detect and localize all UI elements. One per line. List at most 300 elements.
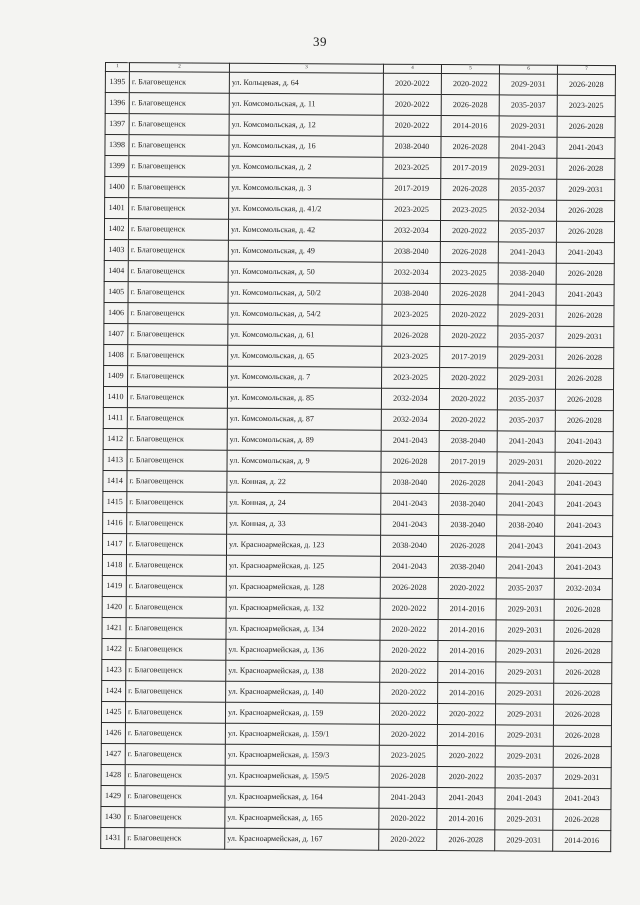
table-row bbox=[104, 281, 614, 305]
period-col7-cell: 2026-2028 bbox=[555, 389, 613, 410]
row-number: 1403 bbox=[104, 239, 128, 260]
row-number: 1431 bbox=[101, 827, 125, 848]
period-col7-cell: 2026-2028 bbox=[557, 158, 615, 179]
address-cell: ул. Красноармейская, д. 159/1 bbox=[225, 723, 379, 745]
table-row bbox=[101, 743, 611, 767]
table-row bbox=[105, 93, 615, 117]
period-col7-cell: 2029-2031 bbox=[556, 326, 614, 347]
table-row bbox=[103, 491, 613, 515]
table-row bbox=[102, 680, 612, 704]
period-col6-cell: 2038-2040 bbox=[498, 263, 556, 284]
period-col6-cell: 2029-2031 bbox=[496, 641, 554, 662]
row-number: 1411 bbox=[103, 407, 127, 428]
period-col6-cell: 2029-2031 bbox=[498, 305, 556, 326]
row-number: 1401 bbox=[105, 198, 129, 219]
period-col7-cell: 2023-2025 bbox=[557, 95, 615, 116]
city-cell: г. Благовещенск bbox=[127, 513, 227, 535]
row-number: 1424 bbox=[102, 680, 126, 701]
period-col5-cell: 2020-2022 bbox=[441, 74, 499, 95]
row-number: 1416 bbox=[103, 512, 127, 533]
row-number: 1419 bbox=[102, 575, 126, 596]
period-col4-cell: 2032-2034 bbox=[381, 409, 439, 430]
column-header-5: 5 bbox=[441, 65, 499, 74]
period-col4-cell: 2041-2043 bbox=[380, 556, 438, 577]
period-col4-cell: 2020-2022 bbox=[383, 73, 441, 94]
city-cell: г. Благовещенск bbox=[126, 660, 226, 682]
period-col6-cell: 2035-2037 bbox=[495, 767, 553, 788]
period-col6-cell: 2041-2043 bbox=[499, 137, 557, 158]
period-col4-cell: 2023-2025 bbox=[382, 304, 440, 325]
period-col4-cell: 2020-2022 bbox=[379, 724, 437, 745]
period-col4-cell: 2020-2022 bbox=[380, 640, 438, 661]
city-cell: г. Благовещенск bbox=[126, 639, 226, 661]
period-col5-cell: 2026-2028 bbox=[437, 830, 495, 851]
address-cell: ул. Комсомольская, д. 85 bbox=[227, 387, 381, 409]
row-number: 1399 bbox=[105, 156, 129, 177]
period-col7-cell: 2026-2028 bbox=[556, 263, 614, 284]
row-number: 1405 bbox=[104, 281, 128, 302]
city-cell: г. Благовещенск bbox=[128, 219, 228, 241]
period-col7-cell: 2026-2028 bbox=[553, 809, 611, 830]
period-col6-cell: 2029-2031 bbox=[498, 368, 556, 389]
period-col5-cell: 2014-2016 bbox=[438, 662, 496, 683]
row-number: 1427 bbox=[101, 743, 125, 764]
period-col4-cell: 2032-2034 bbox=[382, 262, 440, 283]
table-row bbox=[105, 135, 615, 159]
table-row bbox=[104, 219, 614, 243]
period-col4-cell: 2020-2022 bbox=[379, 703, 437, 724]
period-col7-cell: 2026-2028 bbox=[557, 116, 615, 137]
address-cell: ул. Комсомольская, д. 89 bbox=[227, 429, 381, 451]
period-col5-cell: 2020-2022 bbox=[440, 305, 498, 326]
city-cell: г. Благовещенск bbox=[129, 135, 229, 157]
period-col7-cell: 2026-2028 bbox=[554, 620, 612, 641]
period-col5-cell: 2020-2022 bbox=[437, 704, 495, 725]
period-col5-cell: 2020-2022 bbox=[439, 410, 497, 431]
address-cell: ул. Комсомольская, д. 61 bbox=[228, 324, 382, 346]
city-cell: г. Благовещенск bbox=[127, 450, 227, 472]
row-number: 1415 bbox=[103, 491, 127, 512]
page-number: 39 bbox=[313, 34, 327, 49]
row-number: 1428 bbox=[101, 764, 125, 785]
period-col4-cell: 2020-2022 bbox=[379, 829, 437, 850]
city-cell: г. Благовещенск bbox=[125, 786, 225, 808]
period-col7-cell: 2026-2028 bbox=[556, 347, 614, 368]
period-col4-cell: 2038-2040 bbox=[380, 535, 438, 556]
city-cell: г. Благовещенск bbox=[126, 576, 226, 598]
city-cell: г. Благовещенск bbox=[125, 702, 225, 724]
period-col7-cell: 2026-2028 bbox=[554, 599, 612, 620]
period-col6-cell: 2029-2031 bbox=[495, 830, 553, 851]
column-header-7: 7 bbox=[557, 65, 615, 74]
address-cell: ул. Красноармейская, д. 128 bbox=[226, 576, 380, 598]
address-cell: ул. Комсомольская, д. 65 bbox=[228, 345, 382, 367]
row-number: 1423 bbox=[102, 659, 126, 680]
period-col5-cell: 2020-2022 bbox=[438, 578, 496, 599]
address-cell: ул. Комсомольская, д. 16 bbox=[229, 135, 383, 157]
period-col6-cell: 2035-2037 bbox=[496, 578, 554, 599]
row-number: 1408 bbox=[104, 344, 128, 365]
address-cell: ул. Конная, д. 24 bbox=[227, 492, 381, 514]
city-cell: г. Благовещенск bbox=[127, 387, 227, 409]
period-col4-cell: 2038-2040 bbox=[382, 283, 440, 304]
address-cell: ул. Красноармейская, д. 134 bbox=[226, 618, 380, 640]
period-col4-cell: 2023-2025 bbox=[383, 199, 441, 220]
address-cell: ул. Комсомольская, д. 50/2 bbox=[228, 282, 382, 304]
table-row bbox=[101, 785, 611, 809]
period-col7-cell: 2041-2043 bbox=[554, 536, 612, 557]
table-row bbox=[102, 596, 612, 620]
address-cell: ул. Красноармейская, д. 123 bbox=[226, 534, 380, 556]
period-col4-cell: 2020-2022 bbox=[380, 619, 438, 640]
address-cell: ул. Красноармейская, д. 125 bbox=[226, 555, 380, 577]
period-col4-cell: 2023-2025 bbox=[382, 367, 440, 388]
period-col5-cell: 2014-2016 bbox=[438, 641, 496, 662]
table-row bbox=[103, 407, 613, 431]
period-col5-cell: 2014-2016 bbox=[438, 620, 496, 641]
period-col6-cell: 2035-2037 bbox=[499, 179, 557, 200]
row-number: 1412 bbox=[103, 428, 127, 449]
period-col7-cell: 2026-2028 bbox=[554, 662, 612, 683]
period-col7-cell: 2026-2028 bbox=[557, 200, 615, 221]
table-row bbox=[105, 72, 615, 96]
city-cell: г. Благовещенск bbox=[127, 429, 227, 451]
period-col6-cell: 2041-2043 bbox=[497, 494, 555, 515]
city-cell: г. Благовещенск bbox=[129, 156, 229, 178]
period-col4-cell: 2026-2028 bbox=[379, 766, 437, 787]
period-col5-cell: 2020-2022 bbox=[440, 368, 498, 389]
city-cell: г. Благовещенск bbox=[127, 492, 227, 514]
period-col6-cell: 2041-2043 bbox=[498, 284, 556, 305]
period-col7-cell: 2026-2028 bbox=[556, 305, 614, 326]
row-number: 1430 bbox=[101, 806, 125, 827]
city-cell: г. Благовещенск bbox=[128, 324, 228, 346]
city-cell: г. Благовещенск bbox=[128, 366, 228, 388]
period-col5-cell: 2020-2022 bbox=[439, 389, 497, 410]
period-col6-cell: 2029-2031 bbox=[496, 683, 554, 704]
period-col7-cell: 2026-2028 bbox=[557, 74, 615, 95]
period-col6-cell: 2041-2043 bbox=[496, 536, 554, 557]
period-col6-cell: 2029-2031 bbox=[496, 620, 554, 641]
period-col5-cell: 2023-2025 bbox=[441, 200, 499, 221]
city-cell: г. Благовещенск bbox=[126, 555, 226, 577]
city-cell: г. Благовещенск bbox=[125, 828, 225, 850]
table-row bbox=[103, 428, 613, 452]
period-col7-cell: 2026-2028 bbox=[553, 746, 611, 767]
city-cell: г. Благовещенск bbox=[127, 408, 227, 430]
address-cell: ул. Конная, д. 22 bbox=[227, 471, 381, 493]
period-col5-cell: 2014-2016 bbox=[438, 683, 496, 704]
period-col4-cell: 2026-2028 bbox=[381, 451, 439, 472]
table-row bbox=[102, 575, 612, 599]
period-col5-cell: 2026-2028 bbox=[438, 536, 496, 557]
period-col7-cell: 2029-2031 bbox=[557, 179, 615, 200]
period-col7-cell: 2026-2028 bbox=[555, 410, 613, 431]
period-col7-cell: 2041-2043 bbox=[557, 137, 615, 158]
city-cell: г. Благовещенск bbox=[127, 471, 227, 493]
period-col4-cell: 2041-2043 bbox=[381, 430, 439, 451]
city-cell: г. Благовещенск bbox=[129, 93, 229, 115]
period-col5-cell: 2014-2016 bbox=[441, 116, 499, 137]
column-header-6: 6 bbox=[499, 65, 557, 74]
period-col5-cell: 2038-2040 bbox=[439, 494, 497, 515]
period-col4-cell: 2020-2022 bbox=[380, 598, 438, 619]
address-cell: ул. Комсомольская, д. 54/2 bbox=[228, 303, 382, 325]
row-number: 1398 bbox=[105, 135, 129, 156]
period-col5-cell: 2020-2022 bbox=[440, 326, 498, 347]
table-row bbox=[101, 806, 611, 830]
table-row bbox=[102, 554, 612, 578]
row-number: 1426 bbox=[101, 722, 125, 743]
period-col7-cell: 2026-2028 bbox=[554, 683, 612, 704]
row-number: 1395 bbox=[105, 72, 129, 93]
table-row bbox=[105, 156, 615, 180]
period-col5-cell: 2020-2022 bbox=[440, 221, 498, 242]
city-cell: г. Благовещенск bbox=[128, 345, 228, 367]
period-col6-cell: 2029-2031 bbox=[495, 809, 553, 830]
period-col6-cell: 2029-2031 bbox=[497, 452, 555, 473]
table-row bbox=[102, 659, 612, 683]
period-col7-cell: 2026-2028 bbox=[553, 704, 611, 725]
period-col6-cell: 2035-2037 bbox=[499, 95, 557, 116]
period-col6-cell: 2029-2031 bbox=[495, 725, 553, 746]
city-cell: г. Благовещенск bbox=[128, 303, 228, 325]
column-header-4: 4 bbox=[383, 64, 441, 73]
period-col4-cell: 2020-2022 bbox=[383, 115, 441, 136]
period-col7-cell: 2041-2043 bbox=[553, 788, 611, 809]
period-col6-cell: 2041-2043 bbox=[497, 473, 555, 494]
period-col5-cell: 2023-2025 bbox=[440, 263, 498, 284]
address-cell: ул. Комсомольская, д. 2 bbox=[229, 156, 383, 178]
table-row bbox=[101, 764, 611, 788]
period-col5-cell: 2014-2016 bbox=[437, 809, 495, 830]
period-col6-cell: 2041-2043 bbox=[497, 431, 555, 452]
period-col5-cell: 2038-2040 bbox=[439, 515, 497, 536]
period-col4-cell: 2038-2040 bbox=[383, 136, 441, 157]
address-cell: ул. Красноармейская, д. 167 bbox=[225, 828, 379, 850]
city-cell: г. Благовещенск bbox=[125, 765, 225, 787]
period-col5-cell: 2020-2022 bbox=[437, 767, 495, 788]
period-col6-cell: 2029-2031 bbox=[499, 116, 557, 137]
period-col4-cell: 2020-2022 bbox=[383, 94, 441, 115]
row-number: 1418 bbox=[102, 554, 126, 575]
period-col4-cell: 2017-2019 bbox=[383, 178, 441, 199]
period-col5-cell: 2026-2028 bbox=[441, 179, 499, 200]
address-cell: ул. Кольцевая, д. 64 bbox=[229, 72, 383, 94]
period-col5-cell: 2026-2028 bbox=[441, 137, 499, 158]
row-number: 1417 bbox=[102, 533, 126, 554]
registry-table bbox=[100, 62, 616, 852]
row-number: 1410 bbox=[103, 386, 127, 407]
table-row bbox=[104, 365, 614, 389]
address-cell: ул. Комсомольская, д. 87 bbox=[227, 408, 381, 430]
period-col4-cell: 2023-2025 bbox=[383, 157, 441, 178]
period-col5-cell: 2041-2043 bbox=[437, 788, 495, 809]
period-col7-cell: 2041-2043 bbox=[555, 515, 613, 536]
table-row bbox=[103, 386, 613, 410]
row-number: 1407 bbox=[104, 323, 128, 344]
address-cell: ул. Красноармейская, д. 136 bbox=[226, 639, 380, 661]
address-cell: ул. Комсомольская, д. 50 bbox=[228, 261, 382, 283]
table-row bbox=[104, 260, 614, 284]
city-cell: г. Благовещенск bbox=[128, 240, 228, 262]
city-cell: г. Благовещенск bbox=[125, 744, 225, 766]
table-row bbox=[105, 177, 615, 201]
city-cell: г. Благовещенск bbox=[129, 72, 229, 94]
city-cell: г. Благовещенск bbox=[126, 681, 226, 703]
address-cell: ул. Красноармейская, д. 159 bbox=[225, 702, 379, 724]
city-cell: г. Благовещенск bbox=[128, 261, 228, 283]
period-col4-cell: 2020-2022 bbox=[380, 661, 438, 682]
table-row bbox=[104, 239, 614, 263]
period-col4-cell: 2023-2025 bbox=[382, 346, 440, 367]
period-col7-cell: 2041-2043 bbox=[555, 494, 613, 515]
table-row bbox=[103, 512, 613, 536]
period-col7-cell: 2041-2043 bbox=[555, 473, 613, 494]
city-cell: г. Благовещенск bbox=[129, 114, 229, 136]
column-header-1: 1 bbox=[105, 63, 129, 72]
table-row bbox=[102, 533, 612, 557]
period-col7-cell: 2020-2022 bbox=[555, 452, 613, 473]
city-cell: г. Благовещенск bbox=[125, 723, 225, 745]
table-row bbox=[104, 302, 614, 326]
period-col5-cell: 2014-2016 bbox=[437, 725, 495, 746]
address-cell: ул. Красноармейская, д. 140 bbox=[226, 681, 380, 703]
table-row bbox=[101, 827, 611, 851]
period-col5-cell: 2026-2028 bbox=[440, 242, 498, 263]
period-col6-cell: 2029-2031 bbox=[496, 599, 554, 620]
city-cell: г. Благовещенск bbox=[125, 807, 225, 829]
table-row bbox=[105, 114, 615, 138]
period-col6-cell: 2029-2031 bbox=[498, 347, 556, 368]
address-cell: ул. Конная, д. 33 bbox=[227, 513, 381, 535]
column-header-3: 3 bbox=[229, 63, 383, 73]
row-number: 1421 bbox=[102, 617, 126, 638]
period-col5-cell: 2026-2028 bbox=[440, 284, 498, 305]
period-col6-cell: 2029-2031 bbox=[496, 662, 554, 683]
period-col4-cell: 2041-2043 bbox=[381, 514, 439, 535]
address-cell: ул. Красноармейская, д. 138 bbox=[226, 660, 380, 682]
row-number: 1422 bbox=[102, 638, 126, 659]
row-number: 1406 bbox=[104, 302, 128, 323]
row-number: 1396 bbox=[105, 93, 129, 114]
row-number: 1402 bbox=[104, 219, 128, 240]
period-col4-cell: 2032-2034 bbox=[381, 388, 439, 409]
column-header-2: 2 bbox=[129, 63, 229, 73]
address-cell: ул. Красноармейская, д. 132 bbox=[226, 597, 380, 619]
address-cell: ул. Комсомольская, д. 3 bbox=[229, 177, 383, 199]
period-col7-cell: 2026-2028 bbox=[556, 221, 614, 242]
city-cell: г. Благовещенск bbox=[129, 198, 229, 220]
period-col5-cell: 2014-2016 bbox=[438, 599, 496, 620]
row-number: 1420 bbox=[102, 596, 126, 617]
period-col7-cell: 2041-2043 bbox=[555, 431, 613, 452]
table-row bbox=[101, 722, 611, 746]
period-col6-cell: 2029-2031 bbox=[495, 704, 553, 725]
table-row bbox=[103, 470, 613, 494]
period-col4-cell: 2026-2028 bbox=[382, 325, 440, 346]
address-cell: ул. Комсомольская, д. 11 bbox=[229, 93, 383, 115]
period-col5-cell: 2020-2022 bbox=[437, 746, 495, 767]
period-col7-cell: 2041-2043 bbox=[554, 557, 612, 578]
address-cell: ул. Красноармейская, д. 159/3 bbox=[225, 744, 379, 766]
city-cell: г. Благовещенск bbox=[126, 618, 226, 640]
table-row bbox=[105, 198, 615, 222]
row-number: 1429 bbox=[101, 785, 125, 806]
city-cell: г. Благовещенск bbox=[126, 534, 226, 556]
period-col4-cell: 2032-2034 bbox=[382, 220, 440, 241]
period-col5-cell: 2038-2040 bbox=[439, 431, 497, 452]
period-col7-cell: 2026-2028 bbox=[556, 368, 614, 389]
period-col4-cell: 2020-2022 bbox=[379, 808, 437, 829]
period-col5-cell: 2026-2028 bbox=[439, 473, 497, 494]
table-row bbox=[102, 617, 612, 641]
city-cell: г. Благовещенск bbox=[129, 177, 229, 199]
period-col5-cell: 2017-2019 bbox=[441, 158, 499, 179]
period-col4-cell: 2041-2043 bbox=[379, 787, 437, 808]
period-col4-cell: 2038-2040 bbox=[382, 241, 440, 262]
period-col4-cell: 2038-2040 bbox=[381, 472, 439, 493]
city-cell: г. Благовещенск bbox=[128, 282, 228, 304]
table-body bbox=[101, 72, 616, 852]
period-col7-cell: 2014-2016 bbox=[553, 830, 611, 851]
period-col7-cell: 2041-2043 bbox=[556, 284, 614, 305]
period-col6-cell: 2032-2034 bbox=[499, 200, 557, 221]
period-col7-cell: 2026-2028 bbox=[554, 641, 612, 662]
period-col4-cell: 2026-2028 bbox=[380, 577, 438, 598]
address-cell: ул. Комсомольская, д. 9 bbox=[227, 450, 381, 472]
city-cell: г. Благовещенск bbox=[126, 597, 226, 619]
table-row bbox=[104, 323, 614, 347]
period-col7-cell: 2041-2043 bbox=[556, 242, 614, 263]
period-col6-cell: 2041-2043 bbox=[495, 788, 553, 809]
address-cell: ул. Красноармейская, д. 159/5 bbox=[225, 765, 379, 787]
period-col5-cell: 2017-2019 bbox=[439, 452, 497, 473]
address-cell: ул. Комсомольская, д. 49 bbox=[228, 240, 382, 262]
period-col6-cell: 2029-2031 bbox=[495, 746, 553, 767]
period-col7-cell: 2029-2031 bbox=[553, 767, 611, 788]
address-cell: ул. Комсомольская, д. 7 bbox=[228, 366, 382, 388]
row-number: 1400 bbox=[105, 177, 129, 198]
period-col6-cell: 2041-2043 bbox=[498, 242, 556, 263]
address-cell: ул. Красноармейская, д. 164 bbox=[225, 786, 379, 808]
table-row bbox=[103, 449, 613, 473]
period-col5-cell: 2038-2040 bbox=[438, 557, 496, 578]
row-number: 1425 bbox=[101, 701, 125, 722]
period-col6-cell: 2035-2037 bbox=[498, 326, 556, 347]
period-col7-cell: 2032-2034 bbox=[554, 578, 612, 599]
row-number: 1397 bbox=[105, 114, 129, 135]
row-number: 1414 bbox=[103, 470, 127, 491]
period-col6-cell: 2035-2037 bbox=[498, 221, 556, 242]
period-col6-cell: 2041-2043 bbox=[496, 557, 554, 578]
row-number: 1404 bbox=[104, 260, 128, 281]
period-col6-cell: 2038-2040 bbox=[497, 515, 555, 536]
address-cell: ул. Красноармейская, д. 165 bbox=[225, 807, 379, 829]
period-col6-cell: 2029-2031 bbox=[499, 158, 557, 179]
period-col4-cell: 2020-2022 bbox=[380, 682, 438, 703]
period-col6-cell: 2035-2037 bbox=[497, 410, 555, 431]
address-cell: ул. Комсомольская, д. 42 bbox=[228, 219, 382, 241]
period-col6-cell: 2029-2031 bbox=[499, 74, 557, 95]
period-col5-cell: 2026-2028 bbox=[441, 95, 499, 116]
address-cell: ул. Комсомольская, д. 12 bbox=[229, 114, 383, 136]
row-number: 1409 bbox=[104, 365, 128, 386]
address-cell: ул. Комсомольская, д. 41/2 bbox=[229, 198, 383, 220]
period-col5-cell: 2017-2019 bbox=[440, 347, 498, 368]
period-col4-cell: 2023-2025 bbox=[379, 745, 437, 766]
period-col6-cell: 2035-2037 bbox=[497, 389, 555, 410]
